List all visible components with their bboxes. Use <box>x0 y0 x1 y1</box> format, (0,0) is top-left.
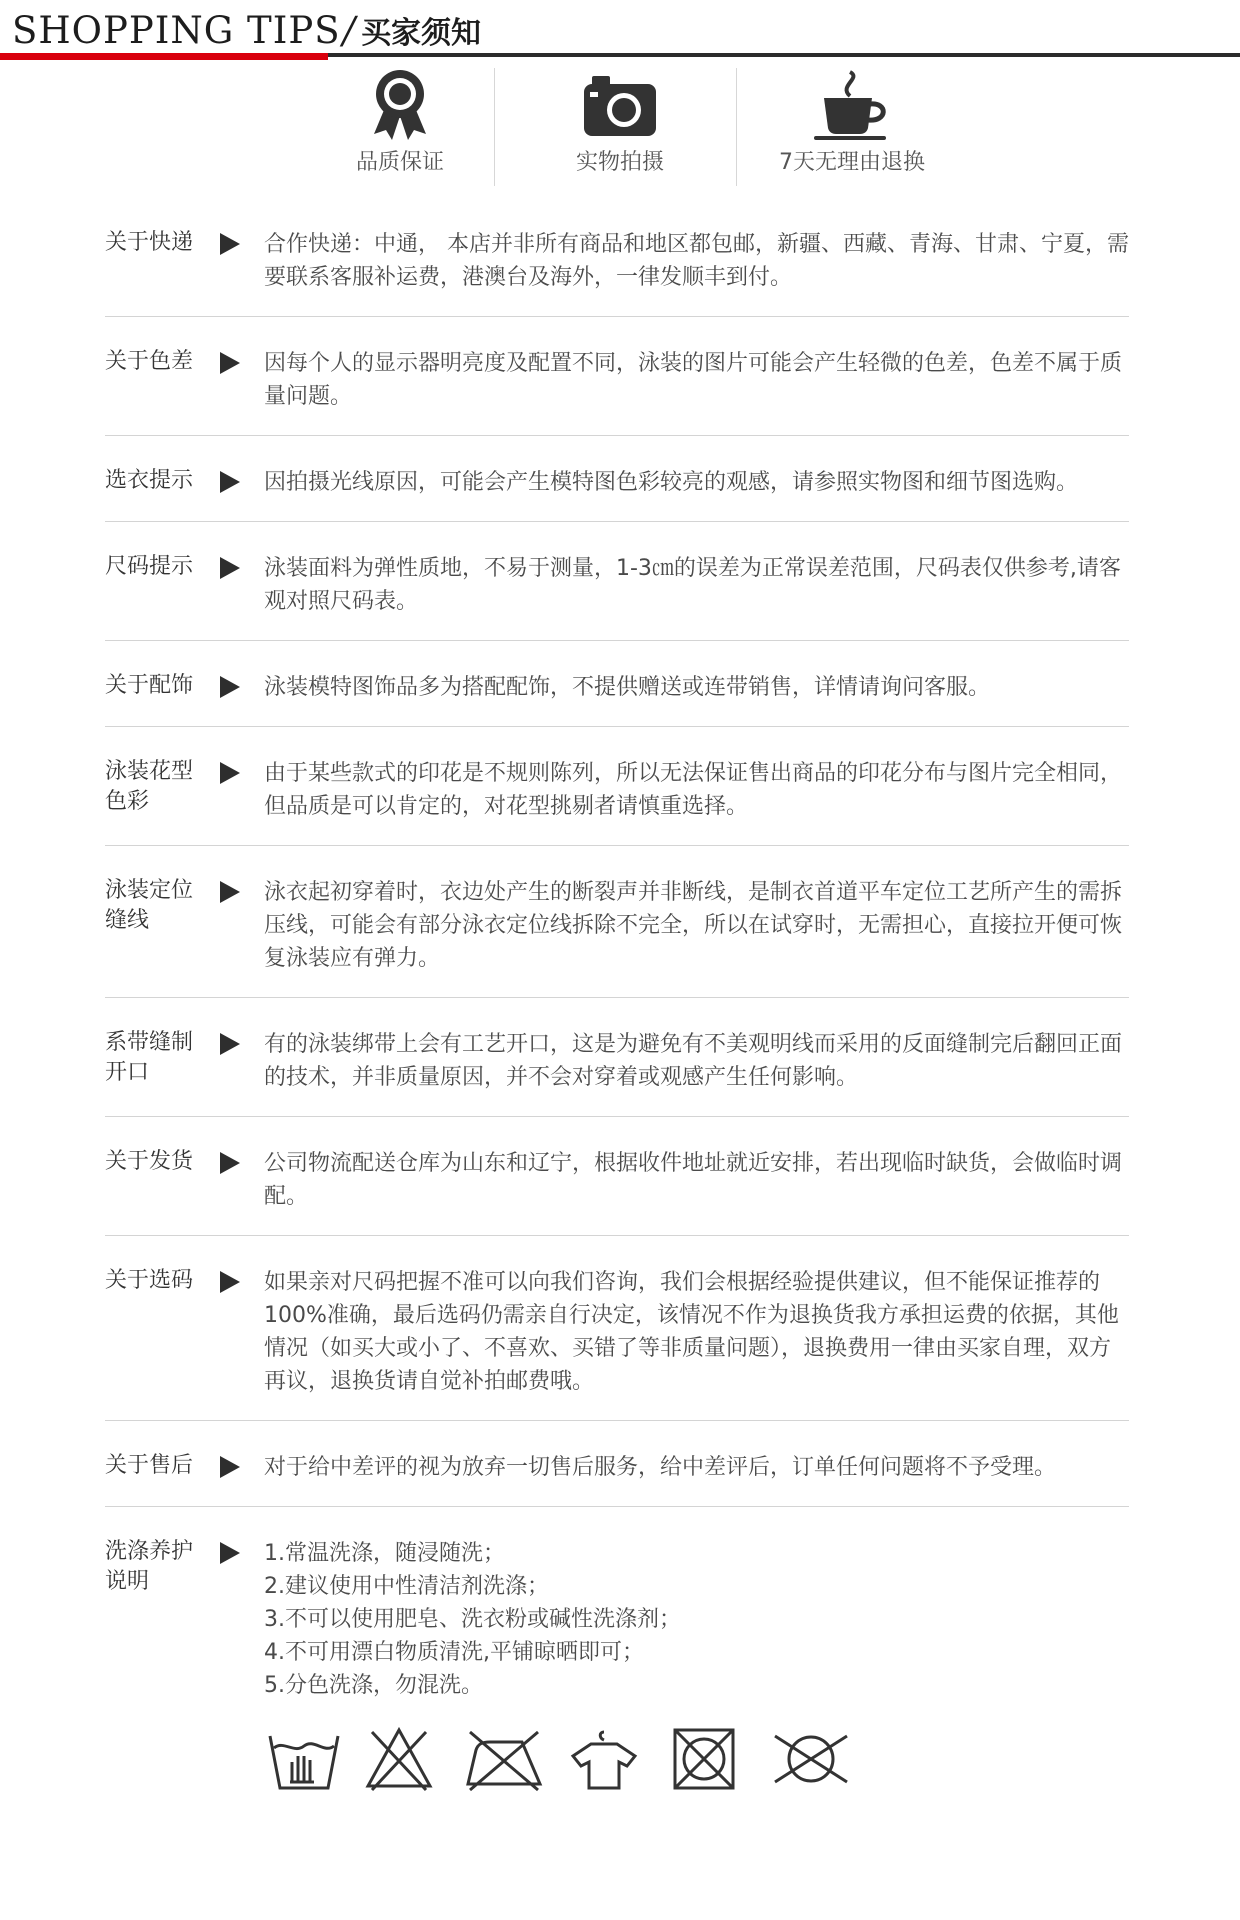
badge-return <box>762 68 942 190</box>
tip-label: 关于发货 <box>105 1149 194 1174</box>
care-line: 3.不可以使用肥皂、洗衣粉或碱性洗涤剂； <box>264 1607 681 1632</box>
care-line: 1.常温洗涤，随浸随洗； <box>264 1541 505 1566</box>
triangle-arrow-icon <box>220 557 240 579</box>
badge-label: 实物拍摄 <box>575 150 664 175</box>
tip-content: 由于某些款式的印花是不规则陈列，所以无法保证售出商品的印花分布与图片完全相同，但品质是可以肯定的，对花型挑剔者请慎重选择。 <box>264 761 1123 819</box>
tip-row <box>105 671 1129 727</box>
tip-row <box>105 466 1129 522</box>
badge-label: 7天无理由退换 <box>779 150 925 175</box>
tip-row <box>105 1451 1129 1507</box>
triangle-arrow-icon <box>220 676 240 698</box>
triangle-arrow-icon <box>220 1033 240 1055</box>
divider <box>494 68 495 186</box>
tip-content: 有的泳装绑带上会有工艺开口，这是为避免有不美观明线而采用的反面缝制完后翻回正面的技术，并非质量原因，并不会对穿着或观感产生任何影响。 <box>264 1032 1123 1090</box>
tip-row <box>105 757 1129 846</box>
tip-label: 关于色差 <box>105 349 194 374</box>
hand-wash-icon <box>264 1724 344 1794</box>
triangle-arrow-icon <box>220 1152 240 1174</box>
tip-label: 关于快递 <box>105 230 194 255</box>
tip-row <box>105 552 1129 641</box>
tip-label: 泳装定位缝线 <box>105 878 194 933</box>
tip-content: 合作快递：中通， 本店并非所有商品和地区都包邮，新疆、西藏、青海、甘肃、宁夏，需要联系客服补运费，港澳台及海外，一律发顺丰到付。 <box>264 232 1129 290</box>
tip-label: 系带缝制开口 <box>105 1030 194 1085</box>
triangle-arrow-icon <box>220 881 240 903</box>
tip-row <box>105 228 1129 317</box>
hang-dry-icon <box>569 1724 639 1794</box>
triangle-arrow-icon <box>220 1456 240 1478</box>
tip-content: 因每个人的显示器明亮度及配置不同，泳装的图片可能会产生轻微的色差，色差不属于质量问题。 <box>264 351 1123 409</box>
coffee-cup-icon <box>810 68 894 142</box>
no-bleach-icon <box>364 1724 434 1794</box>
no-dry-clean-icon <box>769 1724 853 1794</box>
no-tumble-dry-icon <box>669 1724 739 1794</box>
triangle-arrow-icon <box>220 762 240 784</box>
care-row <box>105 1537 1129 1836</box>
tip-content: 如果亲对尺码把握不准可以向我们咨询，我们会根据经验提供建议，但不能保证推荐的100%准确，最后选码仍需亲自行决定，该情况不作为退换货我方承担运费的依据，其他情况（如买大或小了、不喜欢、买错了等非质量问题），退换费用一律由买家自理，双方再议，退换货请自觉补拍邮费哦。 <box>264 1270 1119 1394</box>
care-line: 4.不可用漂白物质清洗,平铺晾晒即可； <box>264 1640 644 1665</box>
tip-content: 泳装面料为弹性质地，不易于测量，1-3㎝的误差为正常误差范围，尺码表仅供参考,请客观对照尺码表。 <box>264 556 1121 614</box>
tip-row <box>105 1266 1129 1421</box>
tips-list <box>105 228 1129 1866</box>
triangle-arrow-icon <box>220 233 240 255</box>
tip-content: 对于给中差评的视为放弃一切售后服务，给中差评后，订单任何问题将不予受理。 <box>264 1455 1057 1480</box>
tip-content: 因拍摄光线原因，可能会产生模特图色彩较亮的观感，请参照实物图和细节图选购。 <box>264 470 1079 495</box>
badge-quality <box>330 68 470 190</box>
tip-row <box>105 876 1129 998</box>
service-badges <box>330 68 950 190</box>
triangle-arrow-icon <box>220 352 240 374</box>
tip-label: 关于选码 <box>105 1268 194 1293</box>
page-title: SHOPPING TIPS/ 买家须知 <box>12 9 482 52</box>
tip-label: 泳装花型色彩 <box>105 759 194 814</box>
tip-label: 关于售后 <box>105 1453 194 1478</box>
badge-real-photo <box>530 68 710 190</box>
tip-content: 公司物流配送仓库为山东和辽宁，根据收件地址就近安排，若出现临时缺货，会做临时调配。 <box>264 1151 1123 1209</box>
tip-row <box>105 1028 1129 1117</box>
tip-label: 关于配饰 <box>105 673 194 698</box>
tip-label: 尺码提示 <box>105 554 194 579</box>
triangle-arrow-icon <box>220 1271 240 1293</box>
tip-row <box>105 1147 1129 1236</box>
camera-icon <box>580 68 660 142</box>
header <box>0 0 1240 62</box>
divider <box>736 68 737 186</box>
award-ribbon-icon <box>370 68 430 142</box>
triangle-arrow-icon <box>220 471 240 493</box>
care-label: 洗涤养护说明 <box>105 1539 194 1594</box>
tip-content: 泳装模特图饰品多为搭配配饰，不提供赠送或连带销售，详情请询问客服。 <box>264 675 991 700</box>
triangle-arrow-icon <box>220 1542 240 1564</box>
tip-row <box>105 347 1129 436</box>
care-instructions <box>264 1537 1129 1702</box>
no-iron-icon <box>464 1724 544 1794</box>
badge-label: 品质保证 <box>355 150 444 175</box>
care-line: 5.分色洗涤，勿混洗。 <box>264 1673 483 1698</box>
tip-label: 选衣提示 <box>105 468 194 493</box>
tip-content: 泳衣起初穿着时，衣边处产生的断裂声并非断线，是制衣首道平车定位工艺所产生的需拆压线，可能会有部分泳衣定位线拆除不完全，所以在试穿时，无需担心，直接拉开便可恢复泳装应有弹力。 <box>264 880 1123 971</box>
care-symbols <box>264 1724 1129 1814</box>
header-accent-rule <box>0 53 328 60</box>
care-line: 2.建议使用中性清洁剂洗涤； <box>264 1574 549 1599</box>
